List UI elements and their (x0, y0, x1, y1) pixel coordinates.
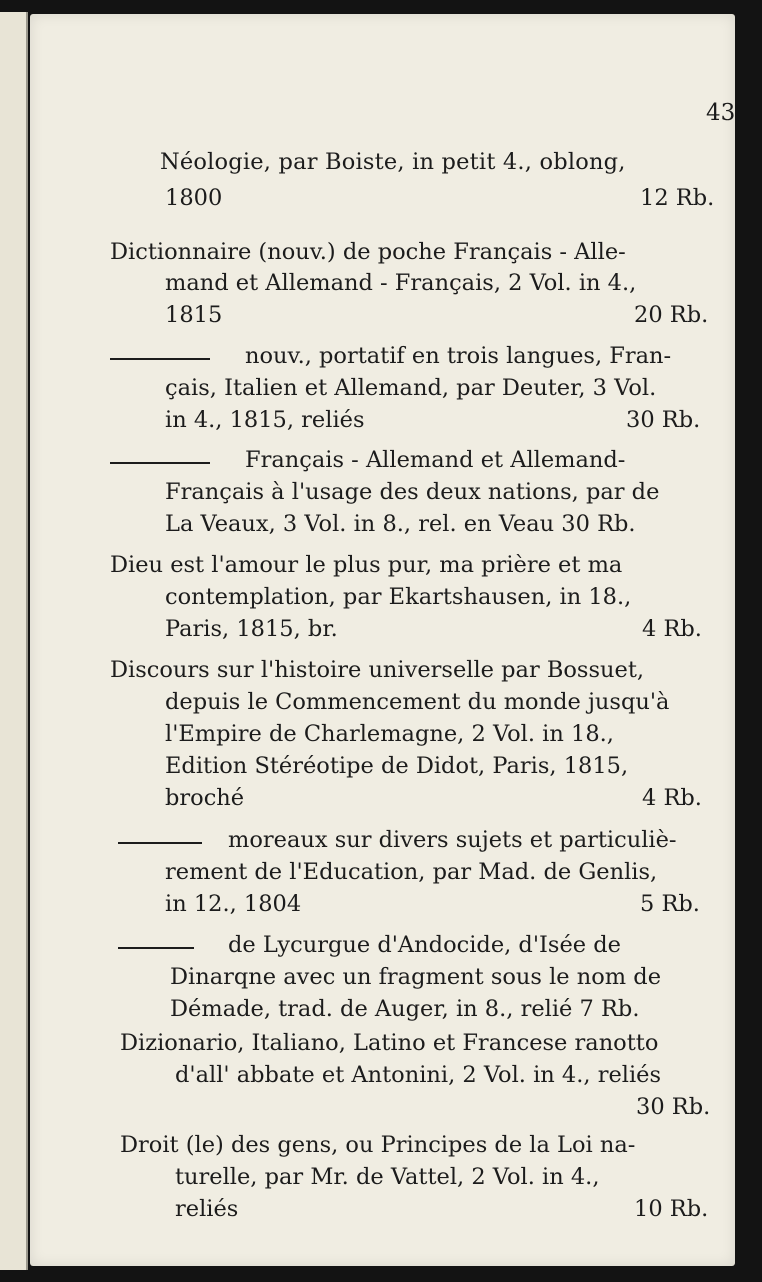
book-page (30, 14, 735, 1266)
entry-line: Dieu est l'amour le plus pur, ma prière et ma (110, 552, 623, 578)
entry-line: broché (165, 785, 245, 811)
entry-line: rement de l'Education, par Mad. de Genlis, (165, 859, 658, 885)
entry-price: 30 Rb. (626, 407, 701, 433)
entry-price: 4 Rb. (642, 616, 702, 642)
ditto-dash (110, 358, 210, 360)
entry-line: Discours sur l'histoire universelle par Bossuet, (110, 657, 645, 683)
entry-line: depuis le Commencement du monde jusqu'à (165, 689, 670, 715)
entry-line: Français à l'usage des deux nations, par de (165, 479, 660, 505)
ditto-dash (110, 462, 210, 464)
entry-line: 1815 (165, 302, 223, 328)
entry-line: contemplation, par Ekartshausen, in 18., (165, 584, 632, 610)
entry-price: 12 Rb. (640, 185, 715, 211)
entry-line: Dizionario, Italiano, Latino et Francese ranotto (120, 1030, 659, 1056)
entry-line: nouv., portatif en trois langues, Fran- (245, 343, 672, 369)
ditto-dash (118, 947, 194, 949)
entry-line: in 12., 1804 (165, 891, 302, 917)
entry-line: Edition Stéréotipe de Didot, Paris, 1815, (165, 753, 629, 779)
entry-line: 1800 (165, 185, 223, 211)
ditto-dash (118, 842, 202, 844)
facing-page-edge (0, 12, 28, 1270)
entry-line: Dictionnaire (nouv.) de poche Français - Alle- (110, 239, 626, 265)
entry-price: 20 Rb. (634, 302, 709, 328)
entry-price: 5 Rb. (640, 891, 700, 917)
entry-line: de Lycurgue d'Andocide, d'Isée de (228, 932, 621, 958)
entry-line: moreaux sur divers sujets et particuliè- (228, 827, 677, 853)
entry-line: Droit (le) des gens, ou Principes de la Loi na- (120, 1132, 636, 1158)
entry-line: in 4., 1815, reliés (165, 407, 365, 433)
entry-price: 4 Rb. (642, 785, 702, 811)
entry-line: Néologie, par Boiste, in petit 4., oblong, (160, 149, 626, 175)
entry-line: Paris, 1815, br. (165, 616, 338, 642)
entry-line: Français - Allemand et Allemand- (245, 447, 626, 473)
entry-line: La Veaux, 3 Vol. in 8., rel. en Veau 30 Rb. (165, 511, 636, 537)
page-number: 43 (706, 100, 736, 126)
entry-line: çais, Italien et Allemand, par Deuter, 3 Vol. (165, 375, 657, 401)
entry-line: reliés (175, 1196, 239, 1222)
entry-line: mand et Allemand - Français, 2 Vol. in 4., (165, 270, 637, 296)
entry-price: 30 Rb. (636, 1094, 711, 1120)
entry-line: d'all' abbate et Antonini, 2 Vol. in 4., reliés (175, 1062, 662, 1088)
entry-line: Dinarqne avec un fragment sous le nom de (170, 964, 662, 990)
entry-line: l'Empire de Charlemagne, 2 Vol. in 18., (165, 721, 614, 747)
entry-price: 10 Rb. (634, 1196, 709, 1222)
entry-line: turelle, par Mr. de Vattel, 2 Vol. in 4., (175, 1164, 600, 1190)
entry-line: Démade, trad. de Auger, in 8., relié 7 Rb. (170, 996, 640, 1022)
